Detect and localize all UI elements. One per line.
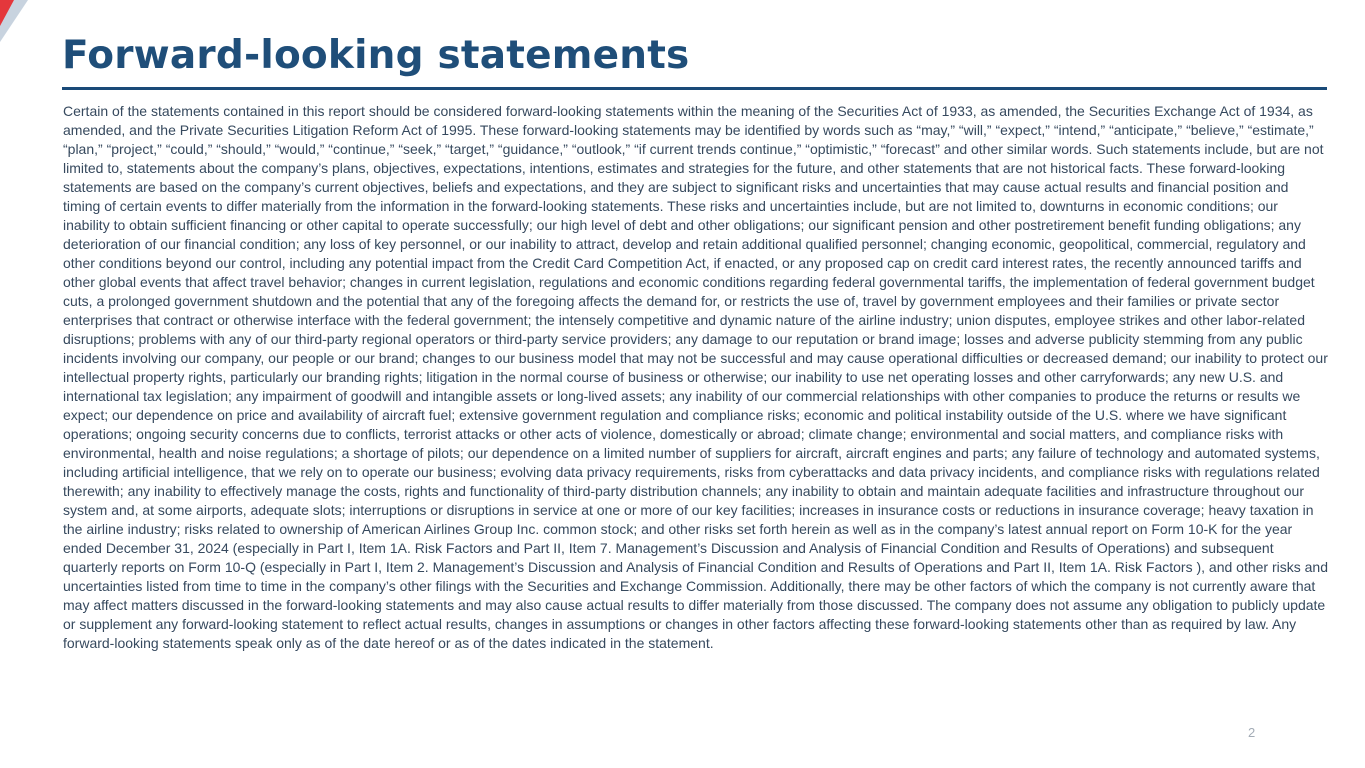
- title-divider: [62, 87, 1327, 90]
- page-number: 2: [1248, 725, 1256, 740]
- page-title: Forward-looking statements: [62, 33, 690, 78]
- disclaimer-paragraph: Certain of the statements contained in this report should be considered forward-looking statements within the meaning of the Securities Act of 1933, as amended, the Securities Exchange Act of 1934, as amended, and the Private Securities Litigation Reform Act of 1995. These forward-looking statements may be identified by words such as “may,” “will,” “expect,” “intend,” “anticipate,” “believe,” “estimate,” “plan,” “project,” “could,” “should,” “would,” “continue,” “seek,” “target,” “guidance,” “outlook,” “if current trends continue,” “optimistic,” “forecast” and other similar words. Such statements include, but are not limited to, statements about the company’s plans, objectives, expectations, intentions, estimates and strategies for the future, and other statements that are not historical facts. These forward-looking statements are based on the company’s current objectives, beliefs and expectations, and they are subject to significant risks and uncertainties that may cause actual results and financial position and timing of certain events to differ materially from the information in the forward-looking statements. These risks and uncertainties include, but are not limited to, downturns in economic conditions; our inability to obtain sufficient financing or other capital to operate successfully; our high level of debt and other obligations; our significant pension and other postretirement benefit funding obligations; any deterioration of our financial condition; any loss of key personnel, or our inability to attract, develop and retain additional qualified personnel; changing economic, geopolitical, commercial, regulatory and other conditions beyond our control, including any potential impact from the Credit Card Competition Act, if enacted, or any proposed cap on credit card interest rates, the recently announced tariffs and other global events that affect travel behavior; changes in current legislation, regulations and economic conditions regarding federal governmental tariffs, the implementation of federal government budget cuts, a prolonged government shutdown and the potential that any of the foregoing affects the demand for, or restricts the use of, travel by government employees and their families or private sector enterprises that contract or otherwise interface with the federal government; the intensely competitive and dynamic nature of the airline industry; union disputes, employee strikes and other labor-related disruptions; problems with any of our third-party regional operators or third-party service providers; any damage to our reputation or brand image; losses and adverse publicity stemming from any public incidents involving our company, our people or our brand; changes to our business model that may not be successful and may cause operational difficulties or decreased demand; our inability to protect our intellectual property rights, particularly our branding rights; litigation in the normal course of business or otherwise; our inability to use net operating losses and other carryforwards; any new U.S. and international tax legislation; any impairment of goodwill and intangible assets or long-lived assets; any inability of our commercial relationships with other companies to produce the returns or results we expect; our dependence on price and availability of aircraft fuel; extensive government regulation and compliance risks; economic and political instability outside of the U.S. where we have significant operations; ongoing security concerns due to conflicts, terrorist attacks or other acts of violence, domestically or abroad; climate change; environmental and social matters, and compliance risks with environmental, health and noise regulations; a shortage of pilots; our dependence on a limited number of suppliers for aircraft, aircraft engines and parts; any failure of technology and automated systems, including artificial intelligence, that we rely on to operate our business; evolving data privacy requirements, risks from cyberattacks and data privacy incidents, and compliance risks with regulations related therewith; any inability to effectively manage the costs, rights and functionality of third-party distribution channels; any inability to obtain and maintain adequate facilities and infrastructure throughout our system and, at some airports, adequate slots; interruptions or disruptions in service at one or more of our key facilities; increases in insurance costs or reductions in insurance coverage; heavy taxation in the airline industry; risks related to ownership of American Airlines Group Inc. common stock; and other risks set forth herein as well as in the company’s latest annual report on Form 10-K for the year ended December 31, 2024 (especially in Part I, Item 1A. Risk Factors and Part II, Item 7. Management’s Discussion and Analysis of Financial Condition and Results of Operations) and subsequent quarterly reports on Form 10-Q (especially in Part I, Item 2. Management’s Discussion and Analysis of Financial Condition and Results of Operations and Part II, Item 1A. Risk Factors ), and other risks and uncertainties listed from time to time in the company’s other filings with the Securities and Exchange Commission. Additionally, there may be other factors of which the company is not currently aware that may affect matters discussed in the forward-looking statements and may also cause actual results to differ materially from those discussed. The company does not assume any obligation to publicly update or supplement any forward-looking statement to reflect actual results, changes in assumptions or changes in other factors affecting these forward-looking statements other than as required by law. Any forward-looking statements speak only as of the date hereof or as of the dates indicated in the statement.: [63, 103, 1328, 651]
- corner-accent-red: [0, 0, 14, 26]
